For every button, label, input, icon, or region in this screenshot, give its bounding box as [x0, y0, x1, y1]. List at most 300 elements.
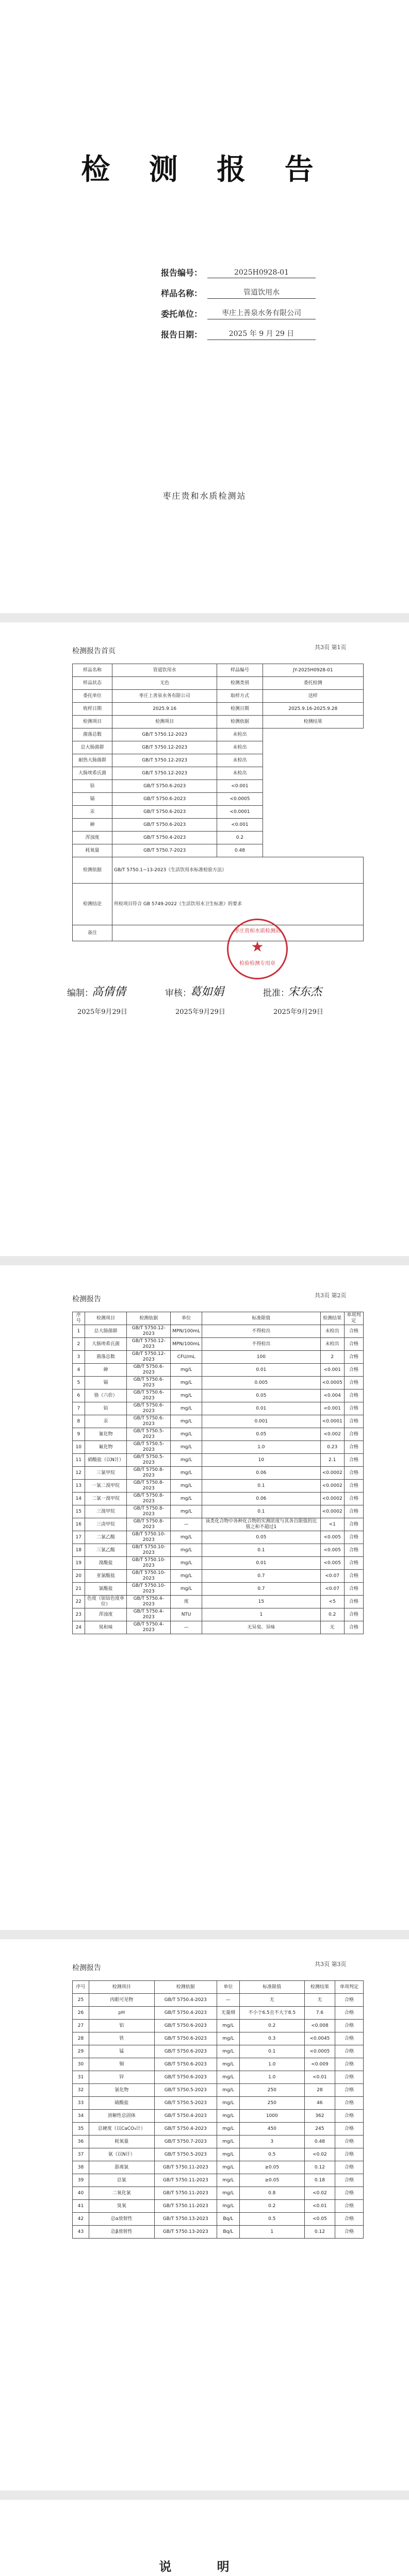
table-cell: 1.0 — [239, 2058, 304, 2071]
method-cell: GB/T 5750.12-2023 — [112, 741, 217, 754]
table-cell: mg/L — [171, 1531, 202, 1544]
method-cell: 铅 — [73, 780, 112, 793]
cover-field-label: 委托单位： — [161, 309, 203, 319]
table-cell: 43 — [73, 2226, 89, 2239]
table-cell: 0.3 — [239, 2032, 304, 2045]
table-cell: 合格 — [335, 2084, 363, 2097]
column-header: 检测结果 — [304, 1981, 335, 1994]
table-cell: 合格 — [335, 2020, 363, 2032]
method-cell: 菌落总数 — [73, 728, 112, 741]
table-cell: 32 — [73, 2084, 89, 2097]
table-cell: 合格 — [344, 1351, 363, 1364]
table-cell: mg/L — [171, 1583, 202, 1596]
table-cell: 9 — [73, 1428, 85, 1441]
table-cell: 0.2 — [320, 1608, 344, 1621]
table-row — [73, 1608, 364, 1621]
method-cell: GB/T 5750.4-2023 — [112, 832, 217, 844]
table-cell: 无量纲 — [217, 2007, 240, 2020]
info-value: 无色 — [112, 677, 217, 690]
table-cell: mg/L — [171, 1557, 202, 1570]
table-cell: 0.2 — [239, 2200, 304, 2213]
table-cell: 0.001 — [202, 1415, 321, 1428]
table-cell: <0.02 — [304, 2187, 335, 2200]
method-cell: GB/T 5750.12-2023 — [112, 728, 217, 741]
table-cell: 耗氧量 — [89, 2136, 154, 2148]
table-cell: 合格 — [344, 1596, 363, 1608]
page-title: 检测报告 — [72, 1295, 101, 1303]
table-cell: GB/T 5750.4-2023 — [154, 2007, 217, 2020]
table-row — [73, 2187, 364, 2200]
table-cell: GB/T 5750.12-2023 — [127, 1351, 171, 1364]
table-row — [73, 2226, 364, 2239]
table-cell: 40 — [73, 2187, 89, 2200]
stamp-top-text: 枣庄贵和水质检测站 — [234, 928, 281, 934]
table-cell: 氟化物 — [85, 1441, 127, 1454]
stamp-star-icon: ★ — [251, 938, 264, 955]
table-row — [73, 2084, 364, 2097]
table-cell: 合格 — [344, 1621, 363, 1634]
method-row — [73, 819, 364, 832]
table-cell: 大肠埃希氏菌 — [85, 1338, 127, 1351]
table-cell: 汞 — [85, 1415, 127, 1428]
page-number: 共3页 第2页 — [315, 1292, 347, 1299]
info-label: 样品状态 — [73, 677, 112, 690]
table-cell: GB/T 5750.6-2023 — [127, 1389, 171, 1402]
table-cell: 臭和味 — [85, 1621, 127, 1634]
table-row — [73, 2071, 364, 2084]
notes-title: 说 明 — [159, 2559, 250, 2574]
method-row — [73, 741, 364, 754]
info-value: 送样 — [263, 690, 363, 703]
table-cell: 5 — [73, 1377, 85, 1389]
table-cell: 镉 — [85, 1377, 127, 1389]
method-row — [73, 832, 364, 844]
table-cell: 三氯甲烷 — [85, 1467, 127, 1480]
cover-field-value: 2025H0928-01 — [207, 268, 316, 278]
table-cell: 25 — [73, 1994, 89, 2007]
table-cell: 总大肠菌群 — [85, 1325, 127, 1338]
table-cell: 29 — [73, 2045, 89, 2058]
table-cell: 合格 — [335, 2187, 363, 2200]
table-cell: 三溴甲烷 — [85, 1505, 127, 1518]
table-cell: ≥0.05 — [239, 2161, 304, 2174]
table-row — [73, 2045, 364, 2058]
table-row — [73, 2161, 364, 2174]
cover-field-value: 管道饮用水 — [207, 287, 316, 299]
column-header: 序号 — [73, 1981, 89, 1994]
table-cell: 34 — [73, 2110, 89, 2123]
table-row — [73, 1389, 364, 1402]
table-cell: 无 — [304, 1994, 335, 2007]
table-cell: 0.1 — [202, 1544, 321, 1557]
column-header: 检测结果 — [320, 1312, 344, 1325]
table-cell: 0.5 — [239, 2213, 304, 2226]
table-cell: 合格 — [335, 2174, 363, 2187]
table-cell: 菌落总数 — [85, 1351, 127, 1364]
info-value: 2025.9.16-2025.9.28 — [263, 703, 363, 716]
table-cell: 0.48 — [304, 2136, 335, 2148]
table-cell: 铜 — [89, 2058, 154, 2071]
table-cell: 二氯乙酸 — [85, 1531, 127, 1544]
table-cell: 0.06 — [202, 1467, 321, 1480]
table-cell: 1.0 — [202, 1441, 321, 1454]
table-cell: <0.009 — [304, 2058, 335, 2071]
table-cell: 0.2 — [239, 2020, 304, 2032]
method-cell: 大肠埃希氏菌 — [73, 767, 112, 780]
table-cell: 100 — [202, 1351, 321, 1364]
table-cell: 27 — [73, 2020, 89, 2032]
method-cell: 未检出 — [217, 728, 263, 741]
table-row — [73, 1351, 364, 1364]
table-cell: 245 — [304, 2123, 335, 2136]
table-cell: 1 — [73, 1325, 85, 1338]
table-cell: GB/T 5750.8-2023 — [127, 1467, 171, 1480]
info-row — [73, 690, 364, 703]
methods-header-cell: 检测项目 — [112, 716, 217, 728]
table-cell: mg/L — [217, 2071, 240, 2084]
method-cell: 耗氧量 — [73, 844, 112, 857]
table-cell: 浑浊度 — [85, 1608, 127, 1621]
table-cell: mg/L — [217, 2200, 240, 2213]
table-cell: 31 — [73, 2071, 89, 2084]
table-row — [73, 2097, 364, 2110]
table-cell: 合格 — [335, 2110, 363, 2123]
table-cell: 13 — [73, 1480, 85, 1493]
table-cell: Bq/L — [217, 2226, 240, 2239]
table-cell: 砷 — [85, 1364, 127, 1377]
table-cell: 33 — [73, 2097, 89, 2110]
signer-role: 批准： — [263, 988, 289, 998]
table-cell: GB/T 5750.11-2023 — [154, 2174, 217, 2187]
cover-field-row — [161, 299, 316, 319]
table-cell: 250 — [239, 2084, 304, 2097]
table-cell: 0.1 — [239, 2045, 304, 2058]
table-cell: GB/T 5750.10-2023 — [127, 1570, 171, 1583]
table-cell: 14 — [73, 1493, 85, 1505]
table-cell: 42 — [73, 2213, 89, 2226]
table-row — [73, 1325, 364, 1338]
table-cell: mg/L — [217, 2123, 240, 2136]
method-cell: 镉 — [73, 793, 112, 806]
table-cell: <0.01 — [304, 2071, 335, 2084]
results-table — [72, 1980, 364, 2239]
method-cell: 总大肠菌群 — [73, 741, 112, 754]
table-cell: <0.0045 — [304, 2032, 335, 2045]
cover-field-label: 报告编号： — [161, 268, 203, 278]
method-row — [73, 793, 364, 806]
table-cell: 18 — [73, 1544, 85, 1557]
table-cell: mg/L — [217, 2161, 240, 2174]
method-cell: 耐热大肠菌群 — [73, 754, 112, 767]
cover-field-row — [161, 319, 316, 340]
table-cell: GB/T 5750.4-2023 — [127, 1608, 171, 1621]
table-cell: 24 — [73, 1621, 85, 1634]
column-header: 单项判定 — [335, 1981, 363, 1994]
table-cell: 总β放射性 — [89, 2226, 154, 2239]
table-cell: 11 — [73, 1454, 85, 1467]
info-label: 检测日期 — [217, 703, 263, 716]
table-cell: GB/T 5750.5-2023 — [127, 1454, 171, 1467]
method-row — [73, 767, 364, 780]
table-cell: 23 — [73, 1608, 85, 1621]
table-cell: GB/T 5750.8-2023 — [127, 1518, 171, 1531]
table-cell: 合格 — [344, 1505, 363, 1518]
table-cell: mg/L — [217, 2020, 240, 2032]
table-cell: <0.01 — [304, 2200, 335, 2213]
table-cell: 6 — [73, 1389, 85, 1402]
method-cell: 浑浊度 — [73, 832, 112, 844]
table-cell: mg/L — [171, 1415, 202, 1428]
table-cell: 合格 — [344, 1441, 363, 1454]
inspection-stamp — [227, 919, 288, 979]
table-cell: 20 — [73, 1570, 85, 1583]
table-cell: 1000 — [239, 2110, 304, 2123]
table-cell: 2 — [320, 1351, 344, 1364]
table-cell: GB/T 5750.4-2023 — [154, 2110, 217, 2123]
table-cell: 0.23 — [320, 1441, 344, 1454]
table-row — [73, 1505, 364, 1518]
table-cell: 1 — [239, 2226, 304, 2239]
table-cell: 37 — [73, 2148, 89, 2161]
table-row — [73, 1544, 364, 1557]
results-table — [72, 1312, 364, 1634]
table-cell: mg/L — [171, 1441, 202, 1454]
table-cell: NTU — [171, 1608, 202, 1621]
table-cell: GB/T 5750.10-2023 — [127, 1557, 171, 1570]
table-cell: 合格 — [344, 1338, 363, 1351]
method-cell: <0.0001 — [217, 806, 263, 819]
table-cell: GB/T 5750.5-2023 — [154, 2084, 217, 2097]
info-row — [73, 677, 364, 690]
method-cell: GB/T 5750.6-2023 — [112, 819, 217, 832]
method-cell: <0.001 — [217, 819, 263, 832]
table-cell: 3 — [73, 1351, 85, 1364]
table-cell: 0.7 — [202, 1583, 321, 1596]
table-cell: mg/L — [171, 1544, 202, 1557]
table-cell: 2 — [73, 1338, 85, 1351]
column-header: 标准限值 — [239, 1981, 304, 1994]
table-cell: 度 — [171, 1596, 202, 1608]
table-cell: 3 — [239, 2136, 304, 2148]
table-cell: GB/T 5750.6-2023 — [127, 1377, 171, 1389]
report-front-page — [0, 622, 409, 1256]
table-cell: GB/T 5750.6-2023 — [154, 2071, 217, 2084]
column-header: 检测项目 — [89, 1981, 154, 1994]
table-cell: mg/L — [217, 2084, 240, 2097]
table-row — [73, 1402, 364, 1415]
table-cell: 35 — [73, 2123, 89, 2136]
table-cell: 二氧化氯 — [89, 2187, 154, 2200]
table-row — [73, 1377, 364, 1389]
method-cell: GB/T 5750.6-2023 — [112, 793, 217, 806]
table-cell: 19 — [73, 1557, 85, 1570]
signer-role: 审核： — [165, 988, 191, 998]
page-number: 共3页 第3页 — [315, 1961, 347, 1968]
table-cell: MPN/100mL — [171, 1325, 202, 1338]
column-header: 单位 — [171, 1312, 202, 1325]
method-row — [73, 754, 364, 767]
table-cell: GB/T 5750.8-2023 — [127, 1493, 171, 1505]
table-cell: GB/T 5750.5-2023 — [127, 1441, 171, 1454]
table-cell: 合格 — [344, 1364, 363, 1377]
table-cell: 0.7 — [202, 1570, 321, 1583]
table-cell: 合格 — [344, 1389, 363, 1402]
table-cell: mg/L — [217, 2148, 240, 2161]
table-cell: GB/T 5750.6-2023 — [154, 2020, 217, 2032]
info-label: 样品编号 — [217, 664, 263, 677]
table-cell: GB/T 5750.10-2023 — [127, 1583, 171, 1596]
table-cell: GB/T 5750.5-2023 — [154, 2148, 217, 2161]
table-row — [73, 2123, 364, 2136]
table-cell: 0.18 — [304, 2174, 335, 2187]
table-cell: 总α放射性 — [89, 2213, 154, 2226]
table-cell: mg/L — [171, 1428, 202, 1441]
table-cell: 2.1 — [320, 1454, 344, 1467]
table-cell: <0.0001 — [320, 1415, 344, 1428]
table-cell: 0.01 — [202, 1557, 321, 1570]
table-cell: 合格 — [344, 1531, 363, 1544]
table-cell: GB/T 5750.6-2023 — [127, 1402, 171, 1415]
table-cell: <0.02 — [304, 2148, 335, 2161]
table-row — [73, 1518, 364, 1531]
table-cell: 合格 — [344, 1428, 363, 1441]
table-cell: 21 — [73, 1583, 85, 1596]
method-row — [73, 806, 364, 819]
table-cell: 锰 — [89, 2045, 154, 2058]
table-cell: 0.01 — [202, 1402, 321, 1415]
methods-label-cell: 检测项目 — [73, 716, 112, 728]
method-cell: GB/T 5750.6-2023 — [112, 780, 217, 793]
table-cell: 0.1 — [202, 1505, 321, 1518]
info-label: 检测类别 — [217, 677, 263, 690]
table-cell: 0.01 — [202, 1364, 321, 1377]
table-cell: <1 — [320, 1518, 344, 1531]
table-cell: — — [171, 1518, 202, 1531]
method-cell: GB/T 5750.7-2023 — [112, 844, 217, 857]
table-cell: CFU/mL — [171, 1351, 202, 1364]
table-cell: mg/L — [217, 2187, 240, 2200]
table-cell: <0.001 — [320, 1364, 344, 1377]
table-cell: 28 — [304, 2084, 335, 2097]
table-cell: 合格 — [335, 2071, 363, 2084]
table-cell: 合格 — [344, 1570, 363, 1583]
table-cell: 16 — [73, 1518, 85, 1531]
table-cell: 合格 — [344, 1325, 363, 1338]
table-cell: 0.06 — [202, 1493, 321, 1505]
table-cell: GB/T 5750.8-2023 — [127, 1480, 171, 1493]
table-row — [73, 1493, 364, 1505]
cover-title: 检 测 报 告 — [81, 152, 328, 187]
table-cell: GB/T 5750.11-2023 — [154, 2161, 217, 2174]
cover-field-row — [161, 278, 316, 299]
table-cell: 450 — [239, 2123, 304, 2136]
table-row — [73, 2148, 364, 2161]
results-page-1 — [0, 1265, 409, 1930]
page-title: 检测报告 — [72, 1964, 101, 1972]
table-cell: <0.0002 — [320, 1493, 344, 1505]
table-cell: 7.6 — [304, 2007, 335, 2020]
table-row — [73, 1454, 364, 1467]
table-row — [73, 1480, 364, 1493]
table-cell: 26 — [73, 2007, 89, 2020]
table-cell: 0.1 — [202, 1480, 321, 1493]
table-cell: 一氯二溴甲烷 — [85, 1480, 127, 1493]
table-cell: 硫酸盐 — [89, 2097, 154, 2110]
table-row — [73, 1415, 364, 1428]
info-value: 枣庄上善泉水务有限公司 — [112, 690, 217, 703]
table-cell: 三氯乙酸 — [85, 1544, 127, 1557]
table-cell: 亚氯酸盐 — [85, 1570, 127, 1583]
summary-table — [72, 664, 364, 941]
table-cell: 39 — [73, 2174, 89, 2187]
table-cell: 10 — [202, 1454, 321, 1467]
table-cell: 17 — [73, 1531, 85, 1544]
methods-header-cell: 检测依据 — [217, 716, 263, 728]
table-row — [73, 1428, 364, 1441]
cover-field-value: 枣庄上善泉水务有限公司 — [207, 308, 316, 319]
table-cell: 0.8 — [239, 2187, 304, 2200]
table-row — [73, 1583, 364, 1596]
table-cell: 溶解性总固体 — [89, 2110, 154, 2123]
method-cell: <0.001 — [217, 780, 263, 793]
table-cell: GB/T 5750.5-2023 — [154, 2097, 217, 2110]
table-cell: mg/L — [217, 2110, 240, 2123]
table-cell: 氰化物 — [85, 1428, 127, 1441]
sign-date: 2025年9月29日 — [175, 1008, 225, 1016]
table-row — [73, 2007, 364, 2020]
table-cell: 不小于6.5且不大于8.5 — [239, 2007, 304, 2020]
table-cell: mg/L — [217, 2174, 240, 2187]
table-cell: 合格 — [335, 2045, 363, 2058]
table-cell: pH — [89, 2007, 154, 2020]
table-cell: 15 — [202, 1596, 321, 1608]
table-cell: GB/T 5750.4-2023 — [154, 1994, 217, 2007]
table-cell: 无 — [320, 1621, 344, 1634]
table-cell: <0.0005 — [304, 2045, 335, 2058]
column-header: 检测依据 — [154, 1981, 217, 1994]
table-cell: mg/L — [171, 1467, 202, 1480]
table-cell: <0.0002 — [320, 1467, 344, 1480]
basis-value: GB/T 5750.1~13-2023《生活饮用水标准检验方法》 — [112, 857, 364, 884]
table-cell: GB/T 5750.13-2023 — [154, 2213, 217, 2226]
table-cell: 250 — [239, 2097, 304, 2110]
info-label: 委托单位 — [73, 690, 112, 703]
cover-page — [0, 0, 409, 613]
remark-label: 备注 — [73, 925, 112, 941]
table-cell: 合格 — [344, 1518, 363, 1531]
table-cell: 合格 — [344, 1557, 363, 1570]
column-header: 检测项目 — [85, 1312, 127, 1325]
table-row — [73, 1338, 364, 1351]
table-cell: <0.005 — [320, 1544, 344, 1557]
method-cell: 0.48 — [217, 844, 263, 857]
table-cell: 0.05 — [202, 1428, 321, 1441]
table-cell: GB/T 5750.6-2023 — [154, 2045, 217, 2058]
table-cell: GB/T 5750.11-2023 — [154, 2187, 217, 2200]
table-cell: 不得检出 — [202, 1338, 321, 1351]
table-cell: 臭氧 — [89, 2200, 154, 2213]
table-cell: 合格 — [344, 1454, 363, 1467]
table-cell: <0.004 — [320, 1389, 344, 1402]
method-cell: GB/T 5750.12-2023 — [112, 767, 217, 780]
table-cell: mg/L — [171, 1493, 202, 1505]
table-cell: 7 — [73, 1402, 85, 1415]
signature: 高倩倩 — [92, 986, 126, 998]
table-row — [73, 2200, 364, 2213]
table-cell: 合格 — [335, 2097, 363, 2110]
method-cell: 0.2 — [217, 832, 263, 844]
table-cell: ≥0.05 — [239, 2174, 304, 2187]
